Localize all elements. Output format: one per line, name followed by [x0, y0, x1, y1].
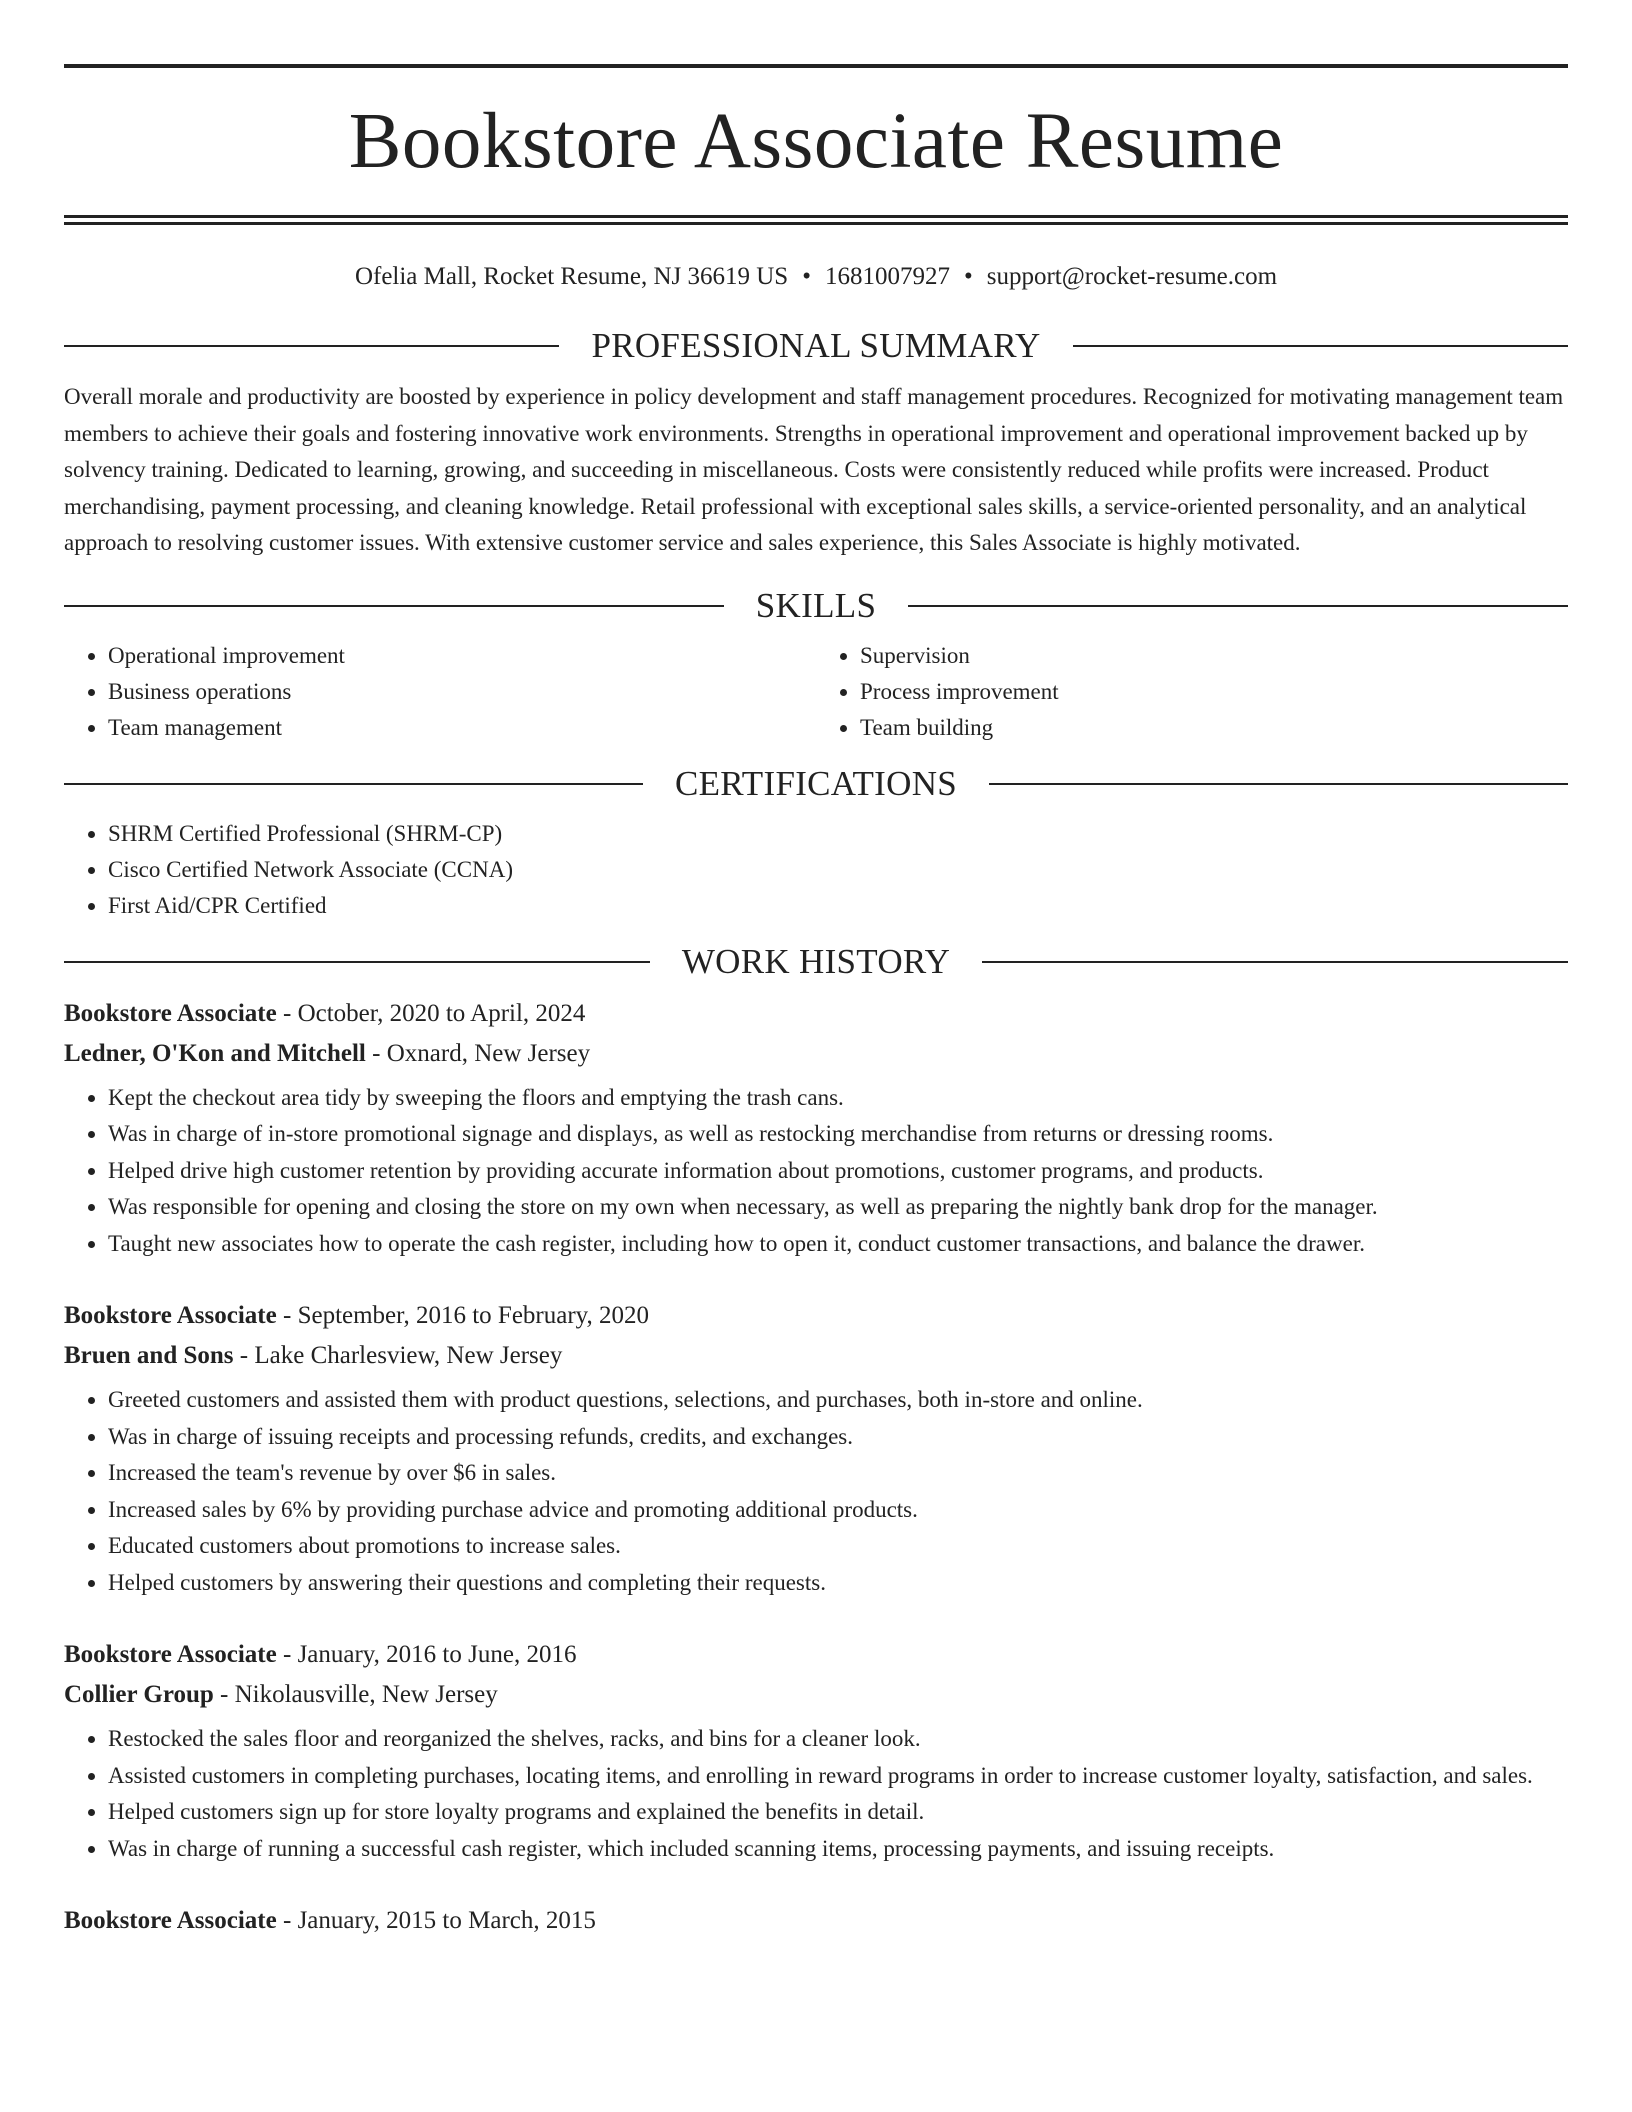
job-bullet: • Greeted customers and assisted them with product questions, selections, and purchases, both in-store and online. [108, 1382, 1568, 1419]
contact-email: support@rocket-resume.com [986, 263, 1278, 290]
job-dash: - [276, 1302, 298, 1329]
skills-list-left [64, 638, 816, 746]
job-title: Bookstore Associate [64, 1641, 277, 1668]
certification-item: • First Aid/CPR Certified [108, 888, 1568, 924]
heading-rule [989, 783, 1568, 785]
skill-item: • Operational improvement [108, 638, 816, 674]
job-dates: September, 2016 to February, 2020 [297, 1302, 650, 1329]
job-dash: - [276, 1641, 298, 1668]
job-bullet: • Helped drive high customer retention by providing accurate information about promotions, customer programs, and products. [108, 1153, 1568, 1190]
job-bullet: • Was in charge of in-store promotional signage and displays, as well as restocking merchandise from returns or dressing rooms. [108, 1116, 1568, 1153]
skill-item: • Supervision [860, 638, 1568, 674]
job-bullet: • Taught new associates how to operate the cash register, including how to open it, conduct customer transactions, and balance the drawer. [108, 1226, 1568, 1263]
job-title-line [64, 1296, 1568, 1336]
skill-item: • Process improvement [860, 674, 1568, 710]
skills-heading [64, 586, 1568, 626]
skill-item: • Business operations [108, 674, 816, 710]
job-bullets [64, 1080, 1568, 1263]
title-double-rule [64, 215, 1568, 225]
job-dash: - [233, 1342, 255, 1369]
job-dash: - [276, 999, 298, 1027]
job-dates: January, 2016 to June, 2016 [297, 1641, 577, 1668]
job-company-line [64, 1336, 1568, 1376]
job-title-line [64, 1901, 1568, 1941]
heading-rule [64, 345, 559, 347]
job-bullet: • Was responsible for opening and closing the store on my own when necessary, as well as preparing the nightly bank drop for the manager. [108, 1189, 1568, 1226]
job-location: Lake Charlesview, New Jersey [254, 1342, 563, 1369]
contact-line [64, 262, 1568, 292]
job-entry [64, 994, 1568, 1263]
certification-item: • SHRM Certified Professional (SHRM-CP) [108, 816, 1568, 852]
skill-item: • Team building [860, 710, 1568, 746]
job-title-line [64, 994, 1568, 1034]
job-company-line [64, 1675, 1568, 1715]
contact-separator: • [802, 263, 811, 290]
job-company: Bruen and Sons [64, 1342, 234, 1369]
job-title: Bookstore Associate [64, 1302, 277, 1329]
job-dates: October, 2020 to April, 2024 [297, 999, 586, 1027]
skills-heading-label: SKILLS [755, 585, 877, 625]
job-title: Bookstore Associate [64, 1907, 277, 1934]
job-bullet: • Increased the team's revenue by over $6 in sales. [108, 1455, 1568, 1492]
contact-address: Ofelia Mall, Rocket Resume, NJ 36619 US [354, 263, 789, 290]
job-dash: - [365, 1039, 387, 1067]
summary-text: Overall morale and productivity are boosted by experience in policy development and staff management procedures. Recognized for motivating management team members to achieve their goals and fostering innovative work environments. Strengths in operational improvement and operational improvement backed up by solvency training. Dedicated to learning, growing, and succeeding in miscellaneous. Costs were consistently reduced while profits were increased. Product merchandising, payment processing, and cleaning knowledge. Retail professional with exceptional sales skills, a service-oriented personality, and an analytical approach to resolving customer issues. With extensive customer service and sales experience, this Sales Associate is highly motivated. [64, 384, 1564, 555]
job-company-line [64, 1034, 1568, 1074]
job-bullet: • Educated customers about promotions to increase sales. [108, 1528, 1568, 1565]
job-title-line [64, 1635, 1568, 1675]
job-dash: - [213, 1681, 235, 1708]
resume-page [64, 0, 1568, 1941]
heading-rule [64, 605, 724, 607]
job-entry [64, 1296, 1568, 1601]
certification-item: • Cisco Certified Network Associate (CCNA) [108, 852, 1568, 888]
job-location: Oxnard, New Jersey [386, 1039, 591, 1067]
job-dash: - [276, 1907, 298, 1934]
contact-separator: • [963, 263, 973, 290]
job-bullet: • Assisted customers in completing purchases, locating items, and enrolling in reward programs in order to increase customer loyalty, satisfaction, and sales. [108, 1758, 1568, 1795]
certifications-heading-label: CERTIFICATIONS [674, 763, 958, 803]
heading-rule [64, 961, 650, 963]
job-company: Ledner, O'Kon and Mitchell [64, 1039, 366, 1067]
job-entry [64, 1635, 1568, 1867]
job-company: Collier Group [64, 1681, 214, 1708]
job-location: Nikolausville, New Jersey [234, 1681, 498, 1708]
summary-heading-label: PROFESSIONAL SUMMARY [591, 326, 1041, 365]
job-bullet: • Increased sales by 6% by providing purchase advice and promoting additional products. [108, 1492, 1568, 1529]
job-bullets [64, 1721, 1568, 1867]
top-rule [64, 64, 1568, 68]
skill-item: • Team management [108, 710, 816, 746]
skills-columns [64, 638, 1568, 746]
contact-phone: 1681007927 [824, 263, 950, 290]
job-bullet: • Kept the checkout area tidy by sweeping the floors and emptying the trash cans. [108, 1080, 1568, 1117]
job-title: Bookstore Associate [64, 999, 277, 1027]
summary-heading [64, 326, 1568, 366]
job-bullet: • Was in charge of issuing receipts and processing refunds, credits, and exchanges. [108, 1419, 1568, 1456]
heading-rule [982, 961, 1568, 963]
heading-rule [1073, 345, 1568, 347]
heading-rule [908, 605, 1568, 607]
job-bullet: • Restocked the sales floor and reorganized the shelves, racks, and bins for a cleaner look. [108, 1721, 1568, 1758]
skills-list-right [816, 638, 1568, 746]
job-bullet: • Was in charge of running a successful cash register, which included scanning items, processing payments, and issuing receipts. [108, 1831, 1568, 1868]
page-title: Bookstore Associate Resume [348, 98, 1284, 185]
job-bullet: • Helped customers sign up for store loyalty programs and explained the benefits in detail. [108, 1794, 1568, 1831]
certifications-heading [64, 764, 1568, 804]
job-bullets [64, 1382, 1568, 1601]
job-entry [64, 1901, 1568, 1941]
work-heading [64, 942, 1568, 982]
job-dates: January, 2015 to March, 2015 [297, 1907, 596, 1934]
heading-rule [64, 783, 643, 785]
work-heading-label: WORK HISTORY [681, 941, 951, 981]
certifications-list [64, 816, 1568, 924]
job-bullet: • Helped customers by answering their questions and completing their requests. [108, 1565, 1568, 1602]
